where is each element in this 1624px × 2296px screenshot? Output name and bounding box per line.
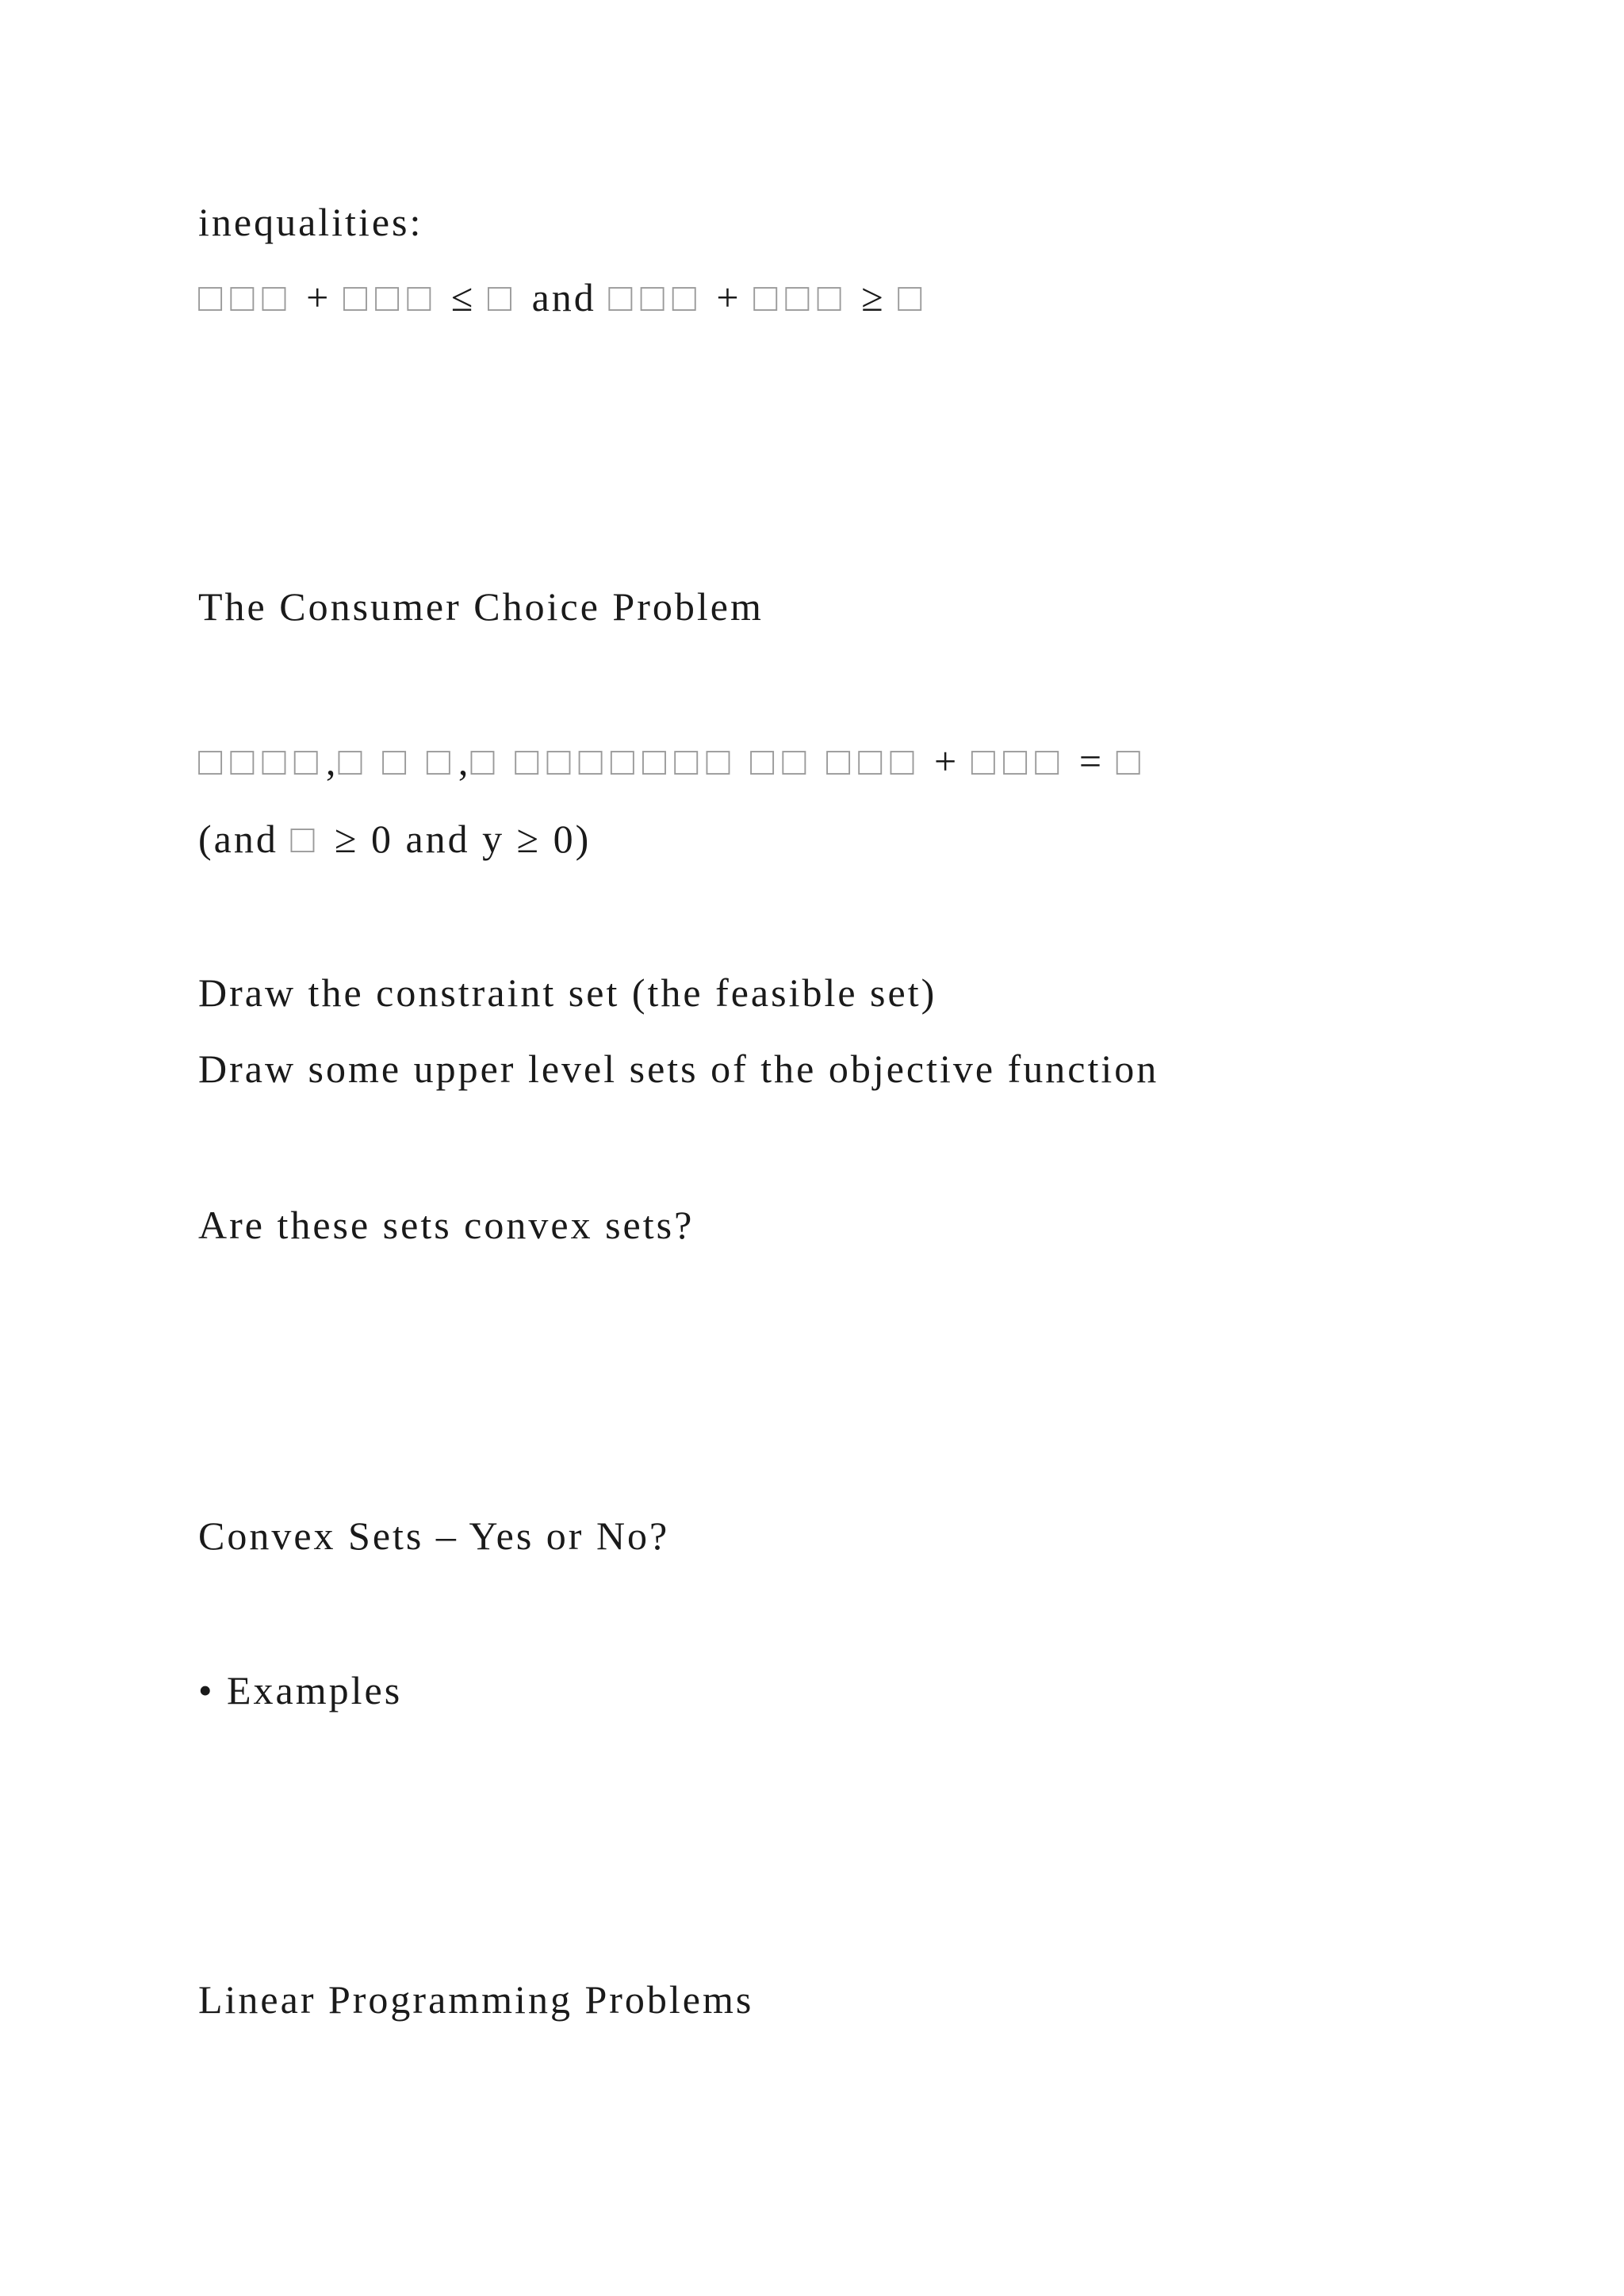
heading-consumer-choice-problem: The Consumer Choice Problem: [198, 584, 764, 629]
bullet-examples: • Examples: [198, 1668, 403, 1712]
equation-consumer-choice: □□□□,□ □ □,□ □□□□□□□ □□ □□□ + □□□ = □: [198, 739, 1148, 783]
text-nonnegativity: (and □ ≥ 0 and y ≥ 0): [198, 817, 592, 861]
equation-inequalities: □□□ + □□□ ≤ □ and □□□ + □□□ ≥ □: [198, 275, 930, 320]
text-draw-upper-level-sets: Draw some upper level sets of the objective function: [198, 1047, 1159, 1091]
heading-convex-sets: Convex Sets – Yes or No?: [198, 1513, 670, 1558]
heading-linear-programming: Linear Programming Problems: [198, 1977, 754, 2022]
text-convex-question: Are these sets convex sets?: [198, 1203, 695, 1247]
text-draw-constraint-set: Draw the constraint set (the feasible set): [198, 970, 937, 1015]
text-inequalities: inequalities:: [198, 200, 423, 244]
